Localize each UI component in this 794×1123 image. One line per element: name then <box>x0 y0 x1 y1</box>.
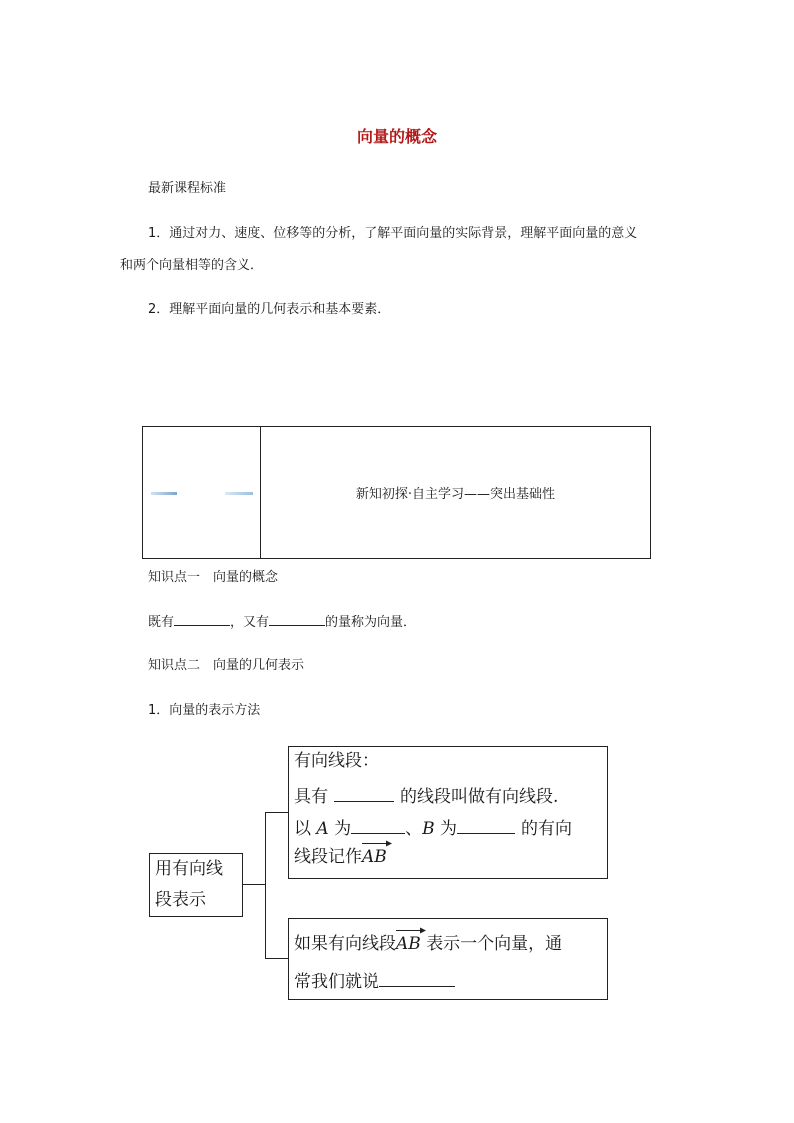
text: 具有 <box>294 787 328 807</box>
fill-blank[interactable] <box>174 612 230 626</box>
fill-blank[interactable] <box>334 783 394 802</box>
kp1-text-a: 既有 <box>148 615 175 630</box>
left-box-line-2: 段表示 <box>155 890 206 910</box>
banner-decoration-line <box>151 492 177 495</box>
text: 、 <box>405 819 423 839</box>
diagram-left-box <box>149 853 243 917</box>
text: 常我们就说 <box>294 972 379 992</box>
text: 的线段叫做有向线段. <box>400 787 559 807</box>
point-label: B <box>422 819 435 839</box>
fill-blank[interactable] <box>269 612 325 626</box>
section-banner <box>142 426 651 559</box>
text: 如果有向线段 <box>294 934 396 954</box>
knowledge-point-2-title: 知识点二 向量的几何表示 <box>148 658 305 673</box>
connector-line <box>243 884 265 885</box>
top-box-line-1: 有向线段： <box>294 751 379 771</box>
text: 以 <box>294 819 311 839</box>
kp1-text-c: 的量称为向量． <box>325 615 417 630</box>
bottom-box-line-2 <box>294 968 455 992</box>
text: 表示一个向量，通 <box>426 934 563 954</box>
standard-2: 2．理解平面向量的几何表示和基本要素． <box>148 302 391 317</box>
knowledge-point-1-text <box>148 612 416 632</box>
top-box-line-4 <box>294 847 387 867</box>
kp1-text-b: ，又有 <box>230 615 270 630</box>
vector-label: AB <box>396 934 421 954</box>
knowledge-point-2-item-1: 1．向量的表示方法 <box>148 703 261 718</box>
vector-arrow-icon <box>362 840 392 847</box>
fill-blank[interactable] <box>379 968 455 987</box>
text: 线段记作 <box>294 847 362 867</box>
connector-line <box>265 812 289 813</box>
bottom-box-line-1 <box>294 934 562 954</box>
vector-arrow-icon <box>396 927 426 934</box>
vector-notation <box>362 847 387 867</box>
text: 的有向 <box>521 819 572 839</box>
page-title: 向量的概念 <box>356 127 437 146</box>
section-heading-standard: 最新课程标准 <box>148 181 227 196</box>
text: 为 <box>334 819 352 839</box>
fill-blank[interactable] <box>457 815 515 834</box>
vector-notation <box>396 934 421 954</box>
connector-line <box>265 958 289 959</box>
vector-label: AB <box>362 847 387 867</box>
standard-1-line-2: 和两个向量相等的含义． <box>120 258 264 273</box>
banner-decoration-panel <box>143 427 261 558</box>
standard-1-line-1: 1．通过对力、速度、位移等的分析，了解平面向量的实际背景，理解平面向量的意义 <box>148 226 638 241</box>
point-label: A <box>316 819 329 839</box>
text: 为 <box>440 819 457 839</box>
connector-line <box>265 812 266 958</box>
banner-title: 新知初探·自主学习——突出基础性 <box>355 487 556 502</box>
top-box-line-2 <box>294 783 558 807</box>
diagram-bottom-box <box>288 918 608 1000</box>
diagram-top-box <box>288 746 608 879</box>
fill-blank[interactable] <box>351 815 405 834</box>
top-box-line-3 <box>294 815 572 839</box>
banner-decoration-line <box>225 492 253 495</box>
knowledge-point-1-title: 知识点一 向量的概念 <box>148 570 279 585</box>
left-box-line-1: 用有向线 <box>155 859 223 879</box>
